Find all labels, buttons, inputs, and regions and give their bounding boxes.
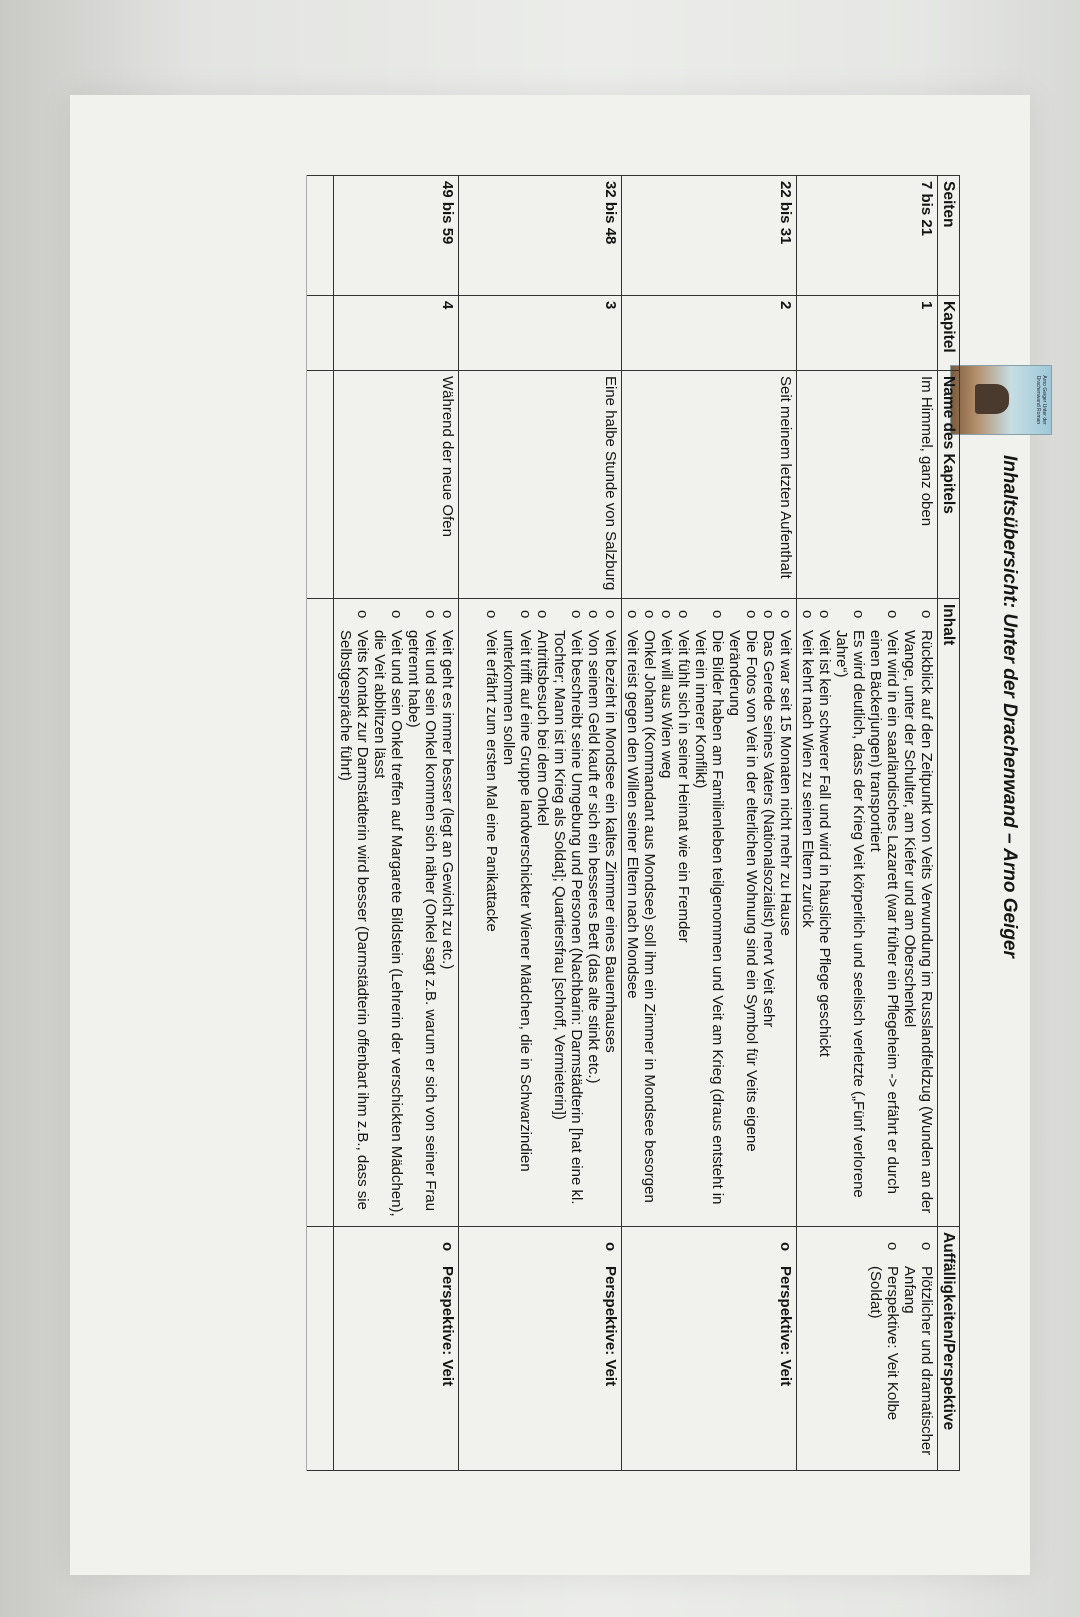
list-item: o Von seinem Geld kauft er sich ein besseres Bett (das alte stinkt etc.) — [585, 604, 602, 1221]
cell-seiten: 49 bis 59 — [334, 176, 459, 296]
table-row — [622, 176, 797, 1471]
empty-cell — [307, 371, 334, 599]
cell-seiten: 7 bis 21 — [797, 176, 938, 296]
list-item: o Es wird deutlich, dass der Krieg Veit körperlich und seelisch verletzte („Fünf verlorene Jahre“) — [833, 604, 867, 1221]
cell-inhalt — [622, 599, 797, 1227]
header-auffaelligkeiten: Auffälligkeiten/Perspektive — [938, 1227, 960, 1471]
cover-text: Arno Geiger Unter der Drachenwand Roman — [1035, 375, 1047, 425]
list-item: o Veit kehrt nach Wien zu seinen Eltern zurück — [799, 604, 816, 1221]
cell-kapitel: 4 — [334, 296, 459, 371]
cover-figure-icon — [975, 384, 1009, 414]
cell-inhalt — [459, 599, 622, 1227]
list-item: o Die Bilder haben am Familienleben teilgenommen und Veit am Krieg (draus entsteht in Veit ein innerer Konflikt) — [692, 604, 726, 1221]
list-item: o Veit reist gegen den Willen seiner Eltern nach Mondsee — [624, 604, 641, 1221]
cell-name: Im Himmel, ganz oben — [797, 371, 938, 599]
cell-auffaelligkeiten — [459, 1227, 622, 1471]
cell-auffaelligkeiten — [622, 1227, 797, 1471]
cell-inhalt — [334, 599, 459, 1227]
title-row — [952, 365, 1052, 1265]
list-item: o Veit ist kein schwerer Fall und wird in häusliche Pflege geschickt — [816, 604, 833, 1221]
table-header-row — [938, 176, 960, 1471]
cell-kapitel: 2 — [622, 296, 797, 371]
list-item: o Veit bezieht in Mondsee ein kaltes Zimmer eines Bauernhauses — [602, 604, 619, 1221]
list-item: o Veit beschreibt seine Umgebung und Personen (Nachbarin: Darmstädterin [hat eine kl. Tochter; Mann ist im Krieg als Soldat]; Quartiersfrau [schroff, Vermieterin]) — [551, 604, 585, 1221]
list-item: o Veit trifft auf eine Gruppe landverschickter Wiener Mädchen, die in Schwarzindien unterkommen sollen — [500, 604, 534, 1221]
empty-cell — [307, 599, 334, 1227]
list-item: o Veit erfährt zum ersten Mal eine Panikattacke — [483, 604, 500, 1221]
header-kapitel: Kapitel — [938, 296, 960, 371]
cell-auffaelligkeiten — [797, 1227, 938, 1471]
header-inhalt: Inhalt — [938, 599, 960, 1227]
header-seiten: Seiten — [938, 176, 960, 296]
cell-name: Während der neue Ofen — [334, 371, 459, 599]
cell-name: Seit meinem letzten Aufenthalt — [622, 371, 797, 599]
list-item: o Veits Kontakt zur Darmstädterin wird besser (Darmstädterin offenbart ihm z.B., dass sie Selbstgespräche führt) — [337, 604, 371, 1221]
list-item: o Veit fühlt sich in seiner Heimat wie ein Fremder — [675, 604, 692, 1221]
list-item: o Veit geht es immer besser (legt an Gewicht zu etc.) — [439, 604, 456, 1221]
book-cover-image — [950, 365, 1052, 435]
cell-name: Eine halbe Stunde von Salzburg — [459, 371, 622, 599]
cell-inhalt — [797, 599, 938, 1227]
list-item: o Perspektive: Veit — [439, 1232, 456, 1465]
list-item: o Veit will aus Wien weg — [658, 604, 675, 1221]
empty-table-row — [307, 176, 334, 1471]
cell-auffaelligkeiten — [334, 1227, 459, 1471]
list-item: o Onkel Johann (Kommandant aus Mondsee) soll ihm ein Zimmer in Mondsee besorgen — [641, 604, 658, 1221]
document-title: Inhaltsübersicht: Unter der Drachenwand – Arno Geiger — [999, 455, 1020, 958]
cell-seiten: 22 bis 31 — [622, 176, 797, 296]
rotated-document-page — [120, 120, 1070, 1480]
table-row — [797, 176, 938, 1471]
table-row — [459, 176, 622, 1471]
list-item: o Perspektive: Veit — [777, 1232, 794, 1465]
list-item: o Perspektive: Veit Kolbe (Soldat) — [867, 1232, 901, 1465]
list-item: o Veit wird in ein saarländisches Lazarett (war früher ein Pflegeheim -> erfährt er durch einen Bäckerjungen) transportiert — [867, 604, 901, 1221]
list-item: o Rückblick auf den Zeitpunkt von Veits Verwundung im Russlandfeldzug (Wunden an der Wange, unter der Schulter, am Kiefer und am Oberschenkel — [901, 604, 935, 1221]
header-name: Name des Kapitels — [938, 371, 960, 599]
list-item: o Antrittsbesuch bei dem Onkel — [534, 604, 551, 1221]
empty-cell — [307, 1227, 334, 1471]
list-item: o Veit und sein Onkel treffen auf Margarete Bildstein (Lehrerin der verschickten Mädchen), die Veit abblitzen lässt — [371, 604, 405, 1221]
cell-kapitel: 1 — [797, 296, 938, 371]
table-row — [334, 176, 459, 1471]
contents-table — [306, 175, 960, 1471]
list-item: o Veit und sein Onkel kommen sich näher (Onkel sagt z.B. warum er sich von seiner Frau getrennt habe) — [405, 604, 439, 1221]
list-item: o Die Fotos von Veit in der elterlichen Wohnung sind ein Symbol für Veits eigene Veränderung — [726, 604, 760, 1221]
empty-cell — [307, 176, 334, 296]
empty-cell — [307, 296, 334, 371]
list-item: o Veit war seit 15 Monaten nicht mehr zu Hause — [777, 604, 794, 1221]
list-item: o Perspektive: Veit — [602, 1232, 619, 1465]
cell-seiten: 32 bis 48 — [459, 176, 622, 296]
list-item: o Plötzlicher und dramatischer Anfang — [901, 1232, 935, 1465]
list-item: o Das Gerede seines Vaters (Nationalsozialist) nervt Veit sehr — [760, 604, 777, 1221]
cell-kapitel: 3 — [459, 296, 622, 371]
